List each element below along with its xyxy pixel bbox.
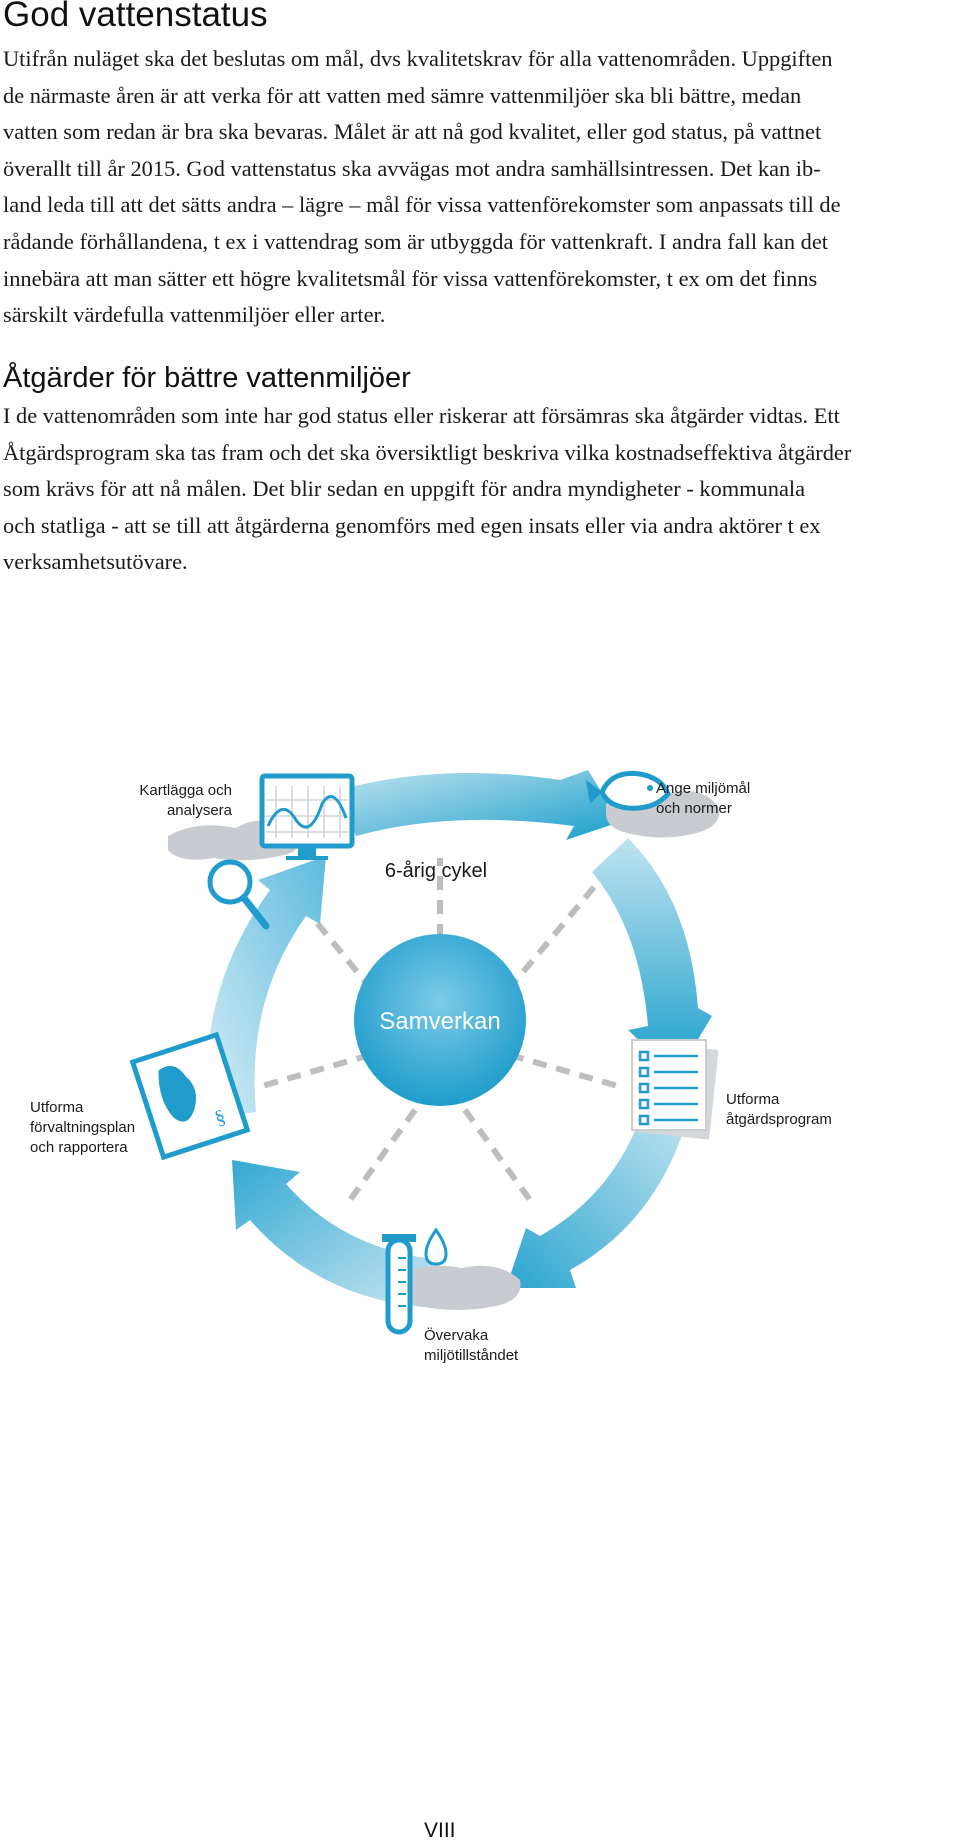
step-label: analysera — [166, 802, 232, 819]
step-label: Utforma — [30, 1099, 84, 1116]
step-overvaka — [424, 1326, 519, 1364]
step-atgardsprogram — [726, 1091, 832, 1128]
paragraph-line: särskilt värdefulla vattenmiljöer eller arter. — [3, 302, 386, 328]
paragraph-line: Åtgärdsprogram ska tas fram och det ska översiktligt beskriva vilka kostnadseffektiva åtgärder — [3, 439, 852, 465]
paragraph-line: som krävs för att nå målen. Det blir sedan en uppgift för andra myndigheter - kommunala — [3, 476, 806, 502]
paragraph-line: I de vattenområden som inte har god status eller riskerar att försämras ska åtgärder vidtas. Ett — [3, 403, 840, 428]
monitor-chart-icon — [262, 776, 352, 860]
step-label: åtgärdsprogram — [726, 1111, 832, 1128]
step-label: miljötillståndet — [424, 1347, 519, 1364]
section-heading: Åtgärder för bättre vattenmiljöer — [3, 362, 411, 394]
step-label: och rapportera — [30, 1139, 128, 1156]
paragraph-line: de närmaste åren är att verka för att vatten med sämre vattenmiljöer ska bli bättre, medan — [3, 82, 802, 108]
step-label: Övervaka — [424, 1327, 489, 1344]
paragraph-line: innebära att man sätter ett högre kvalitetsmål för vissa vattenförekomster, t ex om det finns — [3, 265, 818, 291]
paragraph-line: land leda till att det sätts andra – lägre – mål för vissa vattenförekomster som anpassats till de — [3, 192, 841, 218]
step-label: förvaltningsplan — [30, 1119, 136, 1136]
spoke — [255, 1055, 370, 1088]
spoke — [350, 1110, 415, 1200]
measures-paragraph — [3, 398, 958, 581]
step-label: Utforma — [726, 1091, 780, 1108]
paragraph-line: rådande förhållandena, t ex i vattendrag som är utbyggda för vattenkraft. I andra fall kan det — [3, 228, 828, 254]
cycle-label: 6-årig cykel — [384, 860, 488, 882]
paragraph-line: och statliga - att se till att åtgärderna genomförs med egen insats eller via andra aktörer t ex — [3, 512, 821, 538]
step-label: Ange miljömål — [656, 780, 751, 797]
page-heading: God vattenstatus — [3, 0, 268, 34]
page-number: VIII — [424, 1819, 456, 1842]
paragraph-line: vatten som redan är bra ska bevaras. Målet är att nå god kvalitet, eller god status, på vattnet — [3, 119, 822, 145]
spoke — [510, 1055, 625, 1088]
magnifier-icon — [210, 862, 266, 926]
paragraph-line: överallt till år 2015. God vattenstatus ska avvägas mot andra samhällsintressen. Det kan ib- — [3, 155, 821, 181]
paragraph-line: Utifrån nuläget ska det beslutas om mål, dvs kvalitetskrav för alla vattenområden. Uppgiften — [3, 46, 833, 71]
spoke — [465, 1110, 530, 1200]
checklist-icon — [632, 1040, 719, 1140]
step-label: Kartlägga och — [139, 782, 232, 799]
cycle-segment — [340, 770, 620, 840]
step-forvaltningsplan — [30, 1099, 135, 1156]
map-symbol: § — [212, 1105, 229, 1130]
paragraph-line: verksamhetsutövare. — [3, 549, 188, 575]
step-label: och normer — [656, 800, 732, 817]
center-label: Samverkan — [379, 1008, 501, 1035]
step-kartlagga — [139, 782, 232, 819]
intro-paragraph — [3, 41, 958, 334]
cycle-diagram — [0, 740, 960, 1380]
spoke — [508, 880, 600, 990]
